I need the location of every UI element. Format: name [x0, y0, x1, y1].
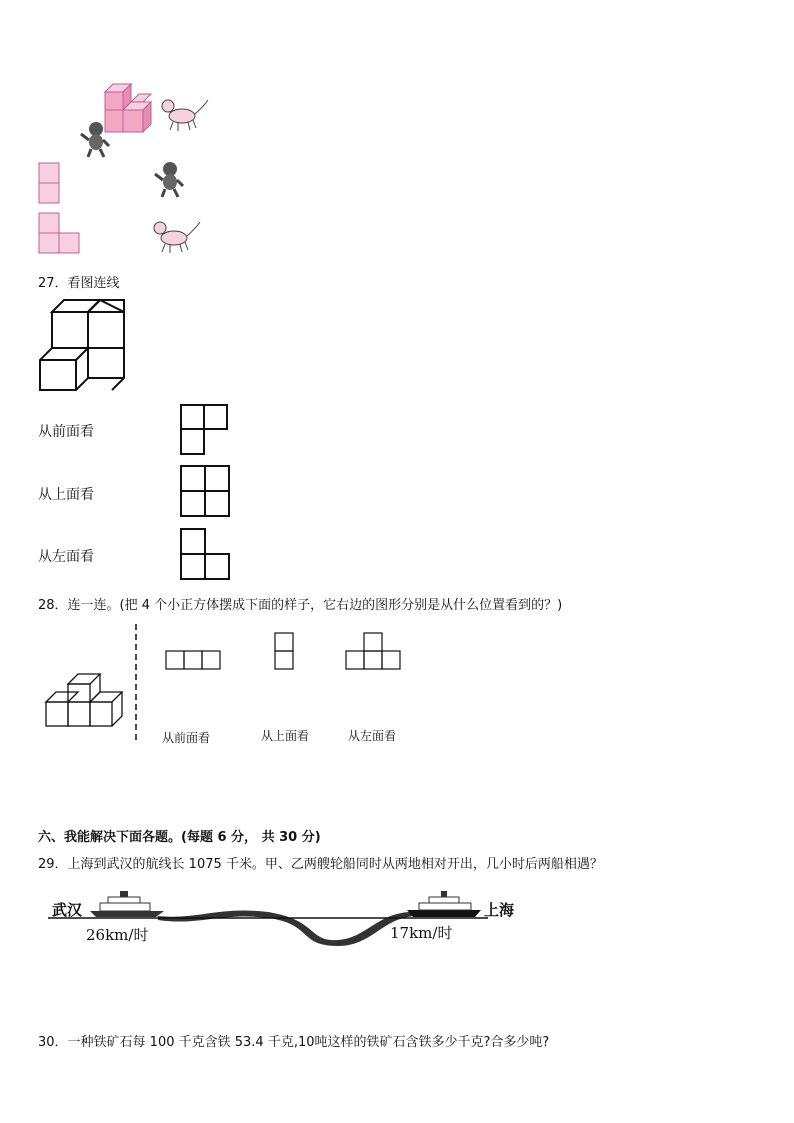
q27-label-top: 从上面看: [38, 487, 94, 503]
pink-view-l-shape: [38, 212, 84, 256]
q27-label-front: 从前面看: [38, 424, 94, 440]
monkey-icon: [152, 160, 186, 200]
q28-view-two-stack: [274, 632, 296, 672]
q29-right-city: 上海: [484, 901, 515, 919]
q28-view-t-shape: [345, 632, 403, 672]
ship-icon-right: [405, 890, 485, 920]
q28-label-front: 从前面看: [162, 731, 211, 745]
pink-view-two-stack: [38, 162, 62, 206]
q27-title: 27．看图连线: [38, 276, 120, 291]
q29-text: 29．上海到武汉的航线长 1075 千米。甲、乙两艘轮船同时从两地相对开出，几小时后两船相遇？: [38, 857, 603, 872]
q28-cube-model: [46, 672, 126, 732]
q27-view-shape-3: [180, 528, 232, 582]
q28-dashed-divider: [134, 624, 138, 744]
q29-right-speed: 17km/时: [390, 924, 453, 942]
section6-title: 六、我能解决下面各题。(每题 6 分， 共 30 分): [38, 830, 321, 845]
dog-icon: [150, 218, 202, 256]
q28-label-top: 从上面看: [261, 729, 310, 743]
q28-title: 28．连一连。(把 4 个小正方体摆成下面的样子，它右边的图形分别是从什么位置看到的？): [38, 598, 563, 613]
q27-label-left: 从左面看: [38, 549, 94, 565]
ship-icon-left: [88, 889, 168, 919]
q27-view-shape-2: [180, 465, 232, 519]
q27-cube-model: [38, 298, 130, 394]
q30-text: 30．一种铁矿石每 100 千克含铁 53.4 千克,10吨这样的铁矿石含铁多少千克?合多少吨?: [38, 1035, 550, 1050]
q29-left-city: 武汉: [52, 901, 83, 919]
monkey-icon: [78, 120, 112, 160]
dog-icon: [158, 96, 210, 134]
q29-left-speed: 26km/时: [86, 926, 149, 944]
q27-view-shape-1: [180, 404, 230, 458]
q28-label-left: 从左面看: [348, 729, 397, 743]
q28-view-three-row: [165, 650, 223, 672]
